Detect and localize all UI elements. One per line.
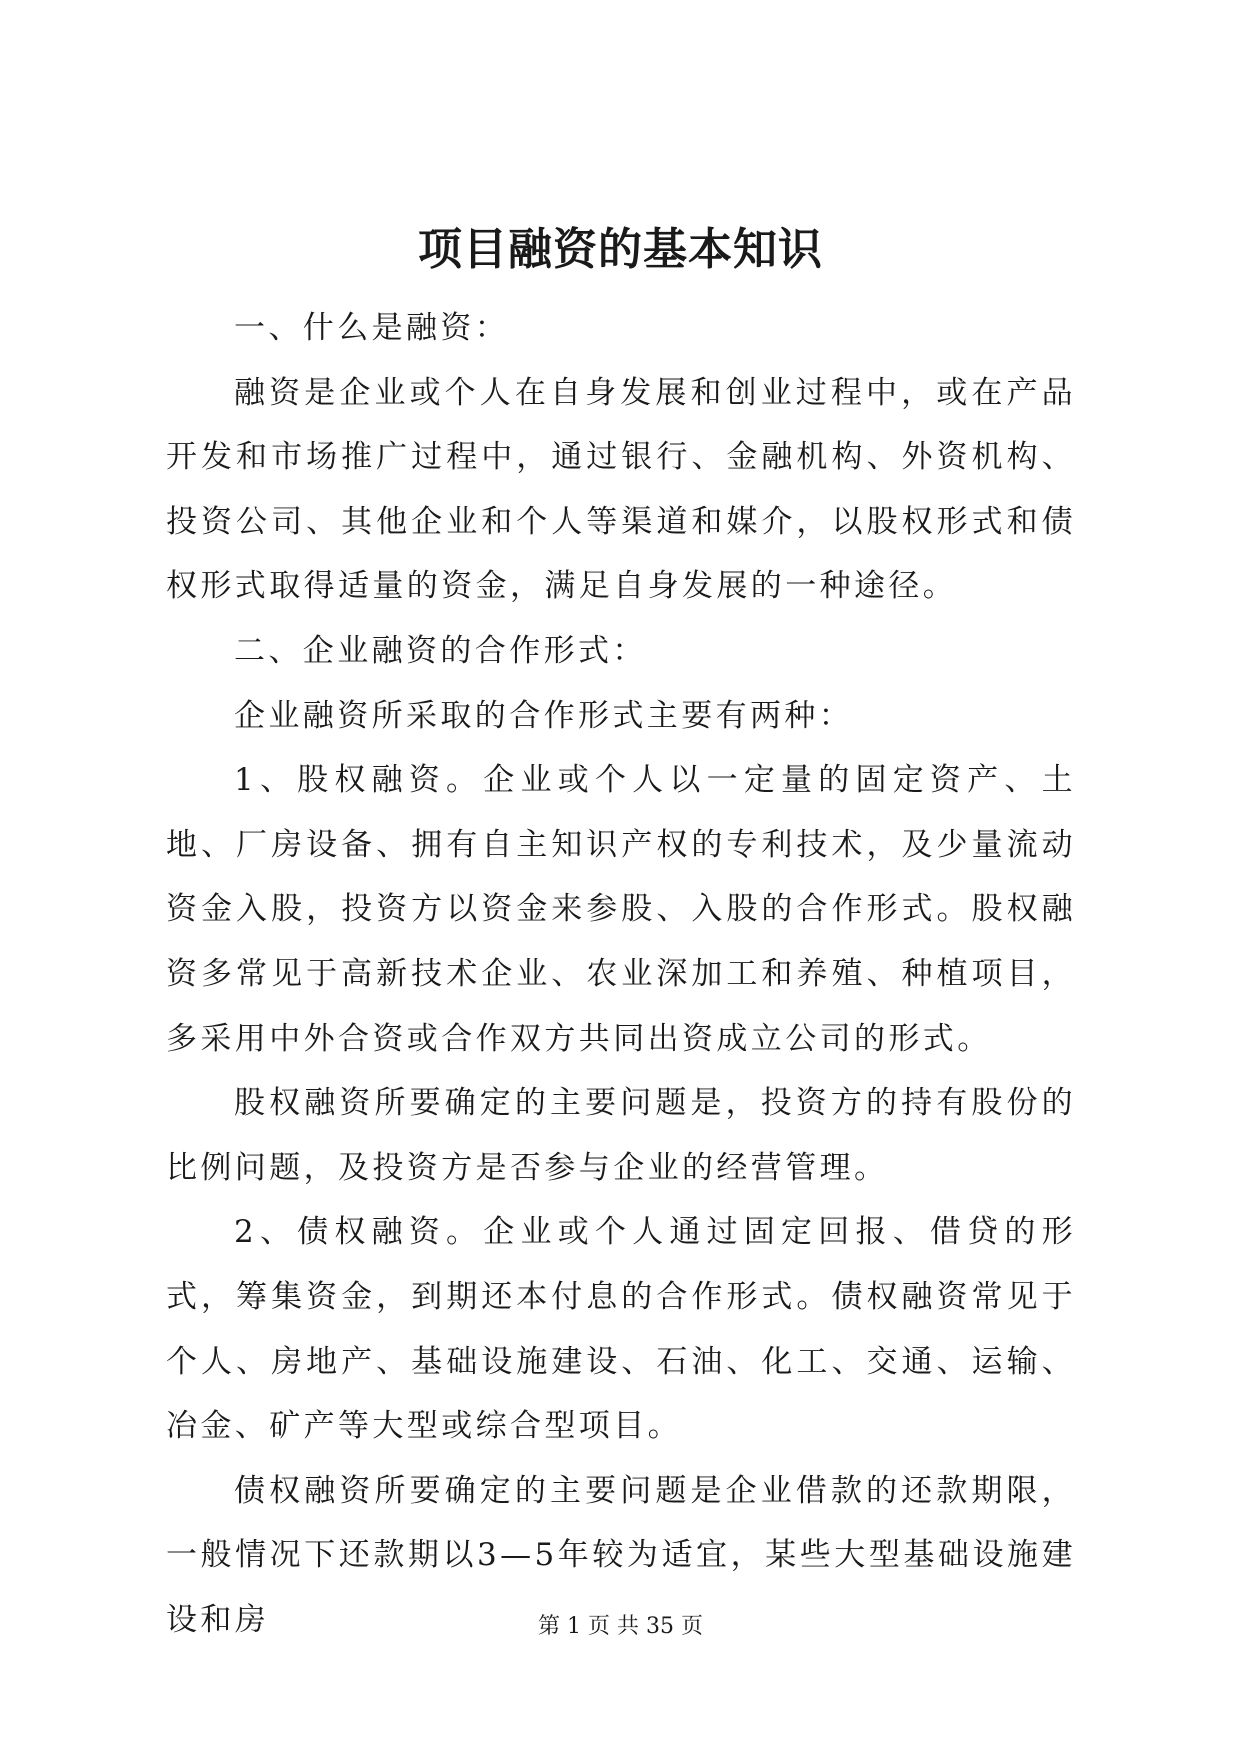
document-title: 项目融资的基本知识 (418, 224, 823, 275)
document-body (166, 296, 1076, 1652)
page-number-label: 第 1 页 共 35 页 (538, 1614, 703, 1639)
paragraph-debt-issues: 债权融资所要确定的主要问题是企业借款的还款期限，一般情况下还款期以3—5年较为适宜，某些大型基础设施建设和房 (166, 1472, 1076, 1638)
paragraph-financing-definition: 融资是企业或个人在自身发展和创业过程中，或在产品开发和市场推广过程中，通过银行、金融机构、外资机构、投资公司、其他企业和个人等渠道和媒介，以股权形式和债权形式取得适量的资金，满足自身发展的一种途径。 (166, 374, 1076, 605)
paragraph-equity-financing: 1、股权融资。企业或个人以一定量的固定资产、土地、厂房设备、拥有自主知识产权的专利技术，及少量流动资金入股，投资方以资金来参股、入股的合作形式。股权融资多常见于高新技术企业、农业深加工和养殖、种植项目，多采用中外合资或合作双方共同出资成立公司的形式。 (166, 762, 1076, 1057)
section-heading-cooperation-forms: 二、企业融资的合作形式： (234, 632, 647, 669)
paragraph-two-forms-intro: 企业融资所采取的合作形式主要有两种： (234, 697, 854, 734)
section-heading-what-is-financing: 一、什么是融资： (234, 310, 510, 346)
paragraph-debt-financing: 2、债权融资。企业或个人通过固定回报、借贷的形式，筹集资金，到期还本付息的合作形式。债权融资常见于个人、房地产、基础设施建设、石油、化工、交通、运输、冶金、矿产等大型或综合型项目。 (166, 1214, 1076, 1445)
page-footer (0, 1612, 1241, 1642)
paragraph-equity-issues: 股权融资所要确定的主要问题是，投资方的持有股份的比例问题，及投资方是否参与企业的经营管理。 (166, 1085, 1076, 1186)
